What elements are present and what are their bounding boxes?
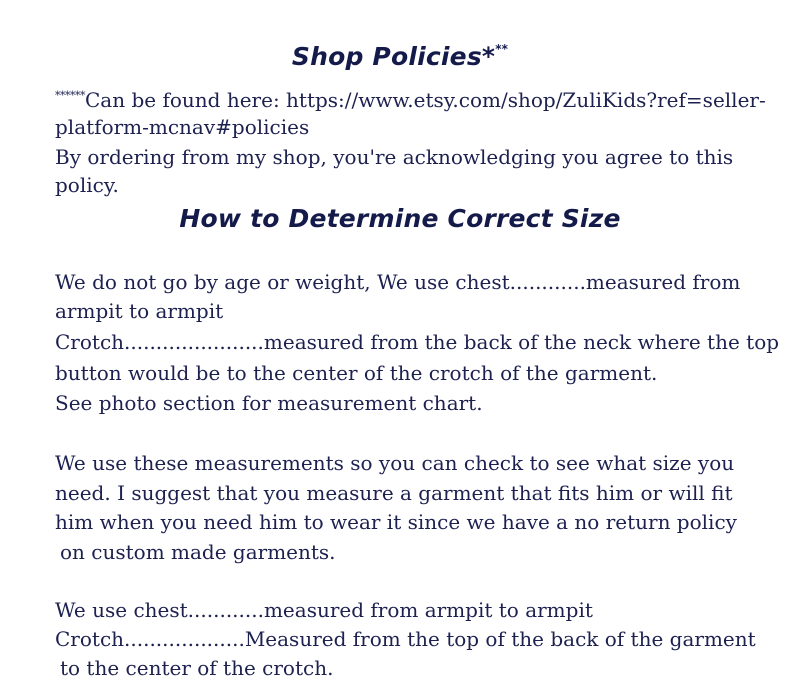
page-title: [0, 42, 800, 71]
para3-line-3: to the center of the crotch.: [60, 656, 334, 680]
para2-line-1: We use these measurements so you can check to see what size you: [55, 451, 735, 475]
para2-line-4: on custom made garments.: [60, 540, 336, 564]
acknowledge-line-1: By ordering from my shop, you're acknowledging you agree to this: [55, 145, 734, 169]
para1-line-5: See photo section for measurement chart.: [55, 391, 483, 415]
policy-link-text: Can be found here: https://www.etsy.com/shop/ZuliKids?ref=seller-: [85, 88, 766, 112]
acknowledge-line-2: policy.: [55, 173, 119, 197]
policy-link-line-1: [55, 84, 766, 112]
para2-line-3: him when you need him to wear it since we have a no return policy: [55, 510, 737, 534]
policy-link-stars: ******: [55, 89, 85, 102]
size-heading: How to Determine Correct Size: [179, 204, 621, 233]
page-title-superscript: **: [495, 42, 509, 56]
para3-line-1: We use chest............measured from armpit to armpit: [55, 598, 593, 622]
para1-line-4: button would be to the center of the crotch of the garment.: [55, 361, 658, 385]
para3-line-2: Crotch...................Measured from the top of the back of the garment: [55, 627, 756, 651]
policy-link-line-2: platform-mcnav#policies: [55, 115, 310, 139]
page-title-asterisk: *: [481, 42, 496, 71]
para1-line-1: We do not go by age or weight, We use chest............measured from: [55, 270, 741, 294]
page-title-text: Shop Policies: [291, 42, 482, 71]
para1-line-2: armpit to armpit: [55, 299, 224, 323]
para2-line-2: need. I suggest that you measure a garment that fits him or will fit: [55, 481, 733, 505]
para1-line-3: Crotch......................measured from the back of the neck where the top: [55, 330, 780, 354]
